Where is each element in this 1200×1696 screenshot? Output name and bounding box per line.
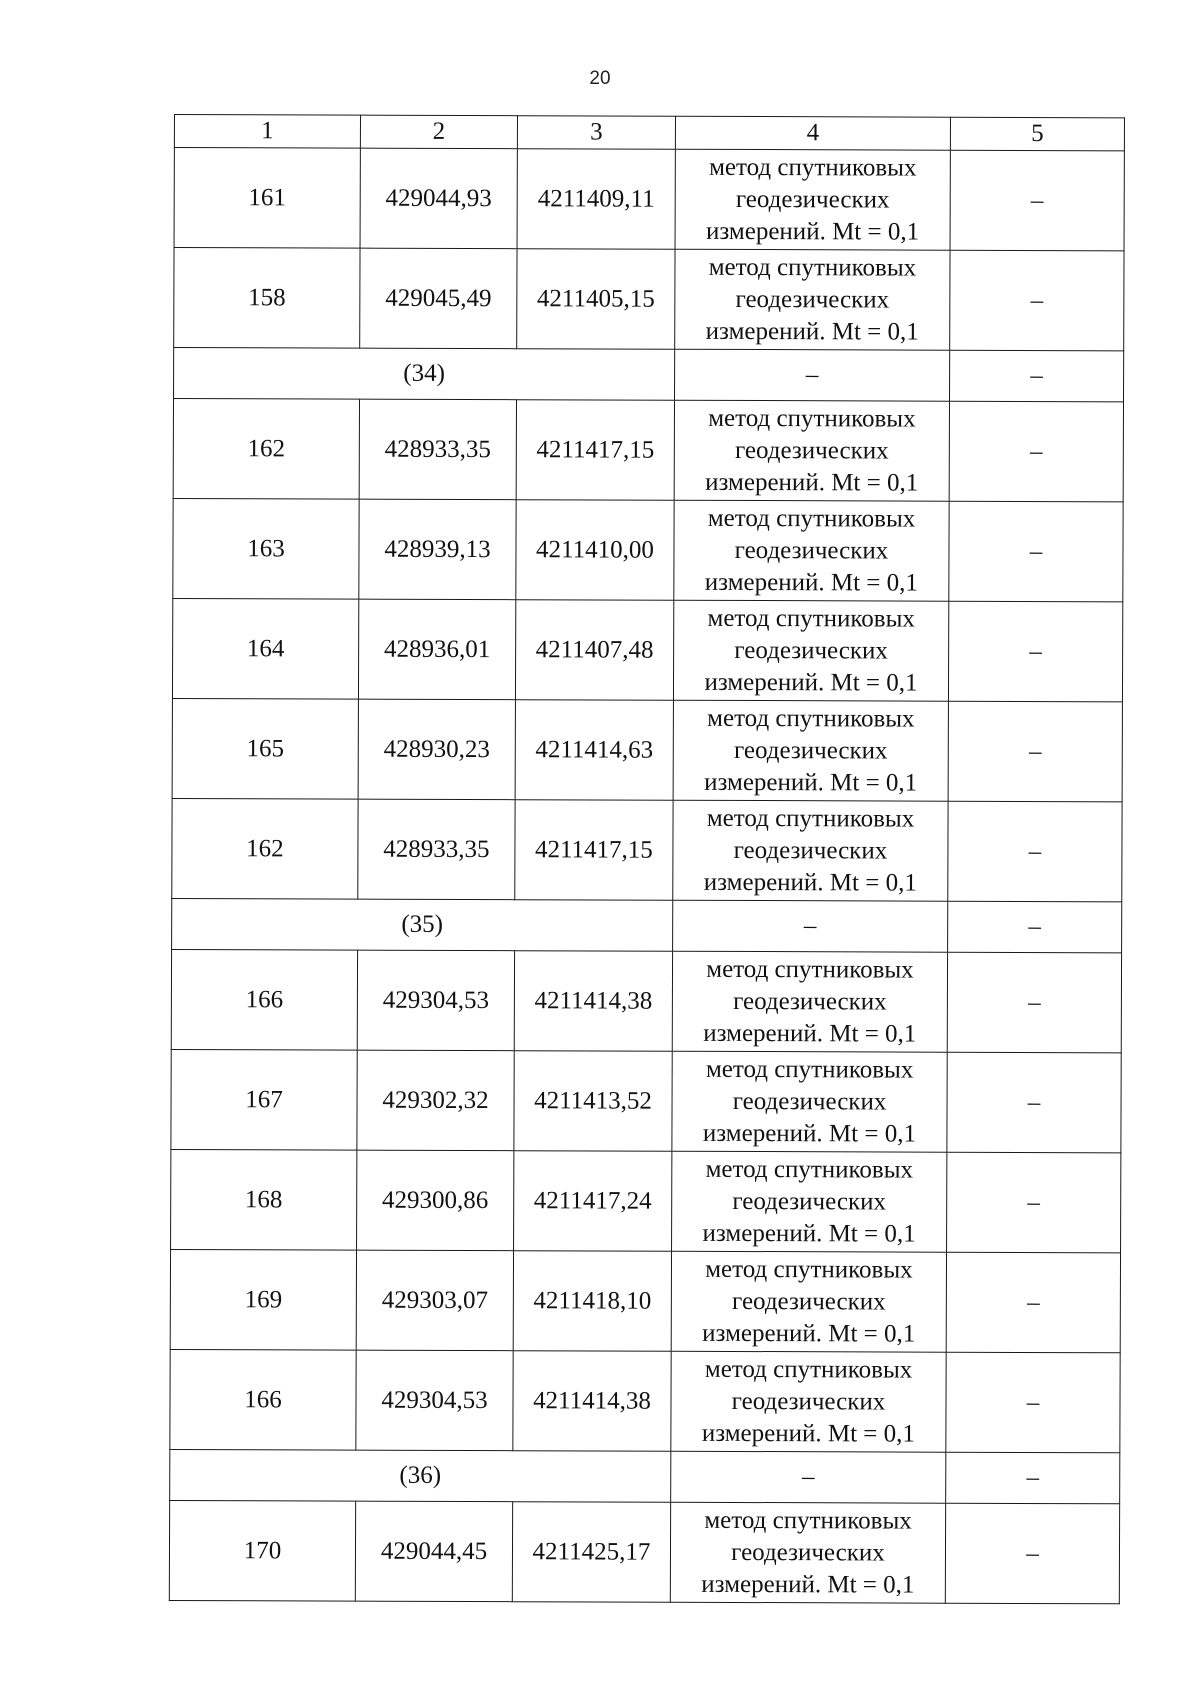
method-cell: – [675,349,950,401]
y-coordinate-cell: 4211409,11 [517,149,675,250]
method-line: метод спутниковых [708,404,916,433]
method-line: метод спутниковых [704,1506,912,1535]
method-line: измерений. Mt = 0,1 [702,1219,916,1248]
method-cell [672,1051,947,1152]
page-number: 20 [589,68,611,89]
point-number-cell: 162 [172,798,358,899]
method-line: измерений. Mt = 0,1 [704,568,918,597]
table-row [170,1349,1120,1452]
note-cell: – [949,501,1123,602]
x-coordinate-cell: 428930,23 [358,699,515,800]
y-coordinate-cell: 4211417,15 [516,400,674,501]
table-row [174,148,1124,251]
table-row [172,598,1122,701]
point-number-cell: 161 [174,148,360,249]
method-line: метод спутниковых [706,804,915,833]
note-cell: – [945,1503,1119,1604]
y-coordinate-cell: 4211417,24 [514,1151,672,1252]
y-coordinate-cell: 4211425,17 [512,1502,670,1603]
method-line: метод спутниковых [708,253,917,282]
header-cell-1: 1 [174,115,360,149]
table-row [173,498,1123,601]
table-row [174,248,1124,351]
x-coordinate-cell: 429303,07 [356,1250,513,1351]
x-coordinate-cell: 429302,32 [357,1050,514,1151]
note-cell: – [946,1252,1120,1353]
y-coordinate-cell: 4211414,63 [515,700,673,801]
note-cell: – [947,952,1121,1053]
contour-label-cell: (35) [172,898,673,951]
method-line: метод спутниковых [705,1255,913,1284]
contour-row [172,898,1122,952]
method-line: метод спутниковых [705,1155,914,1184]
y-coordinate-cell: 4211405,15 [517,249,675,350]
x-coordinate-cell: 429045,49 [360,248,517,349]
table-row [173,399,1123,502]
x-coordinate-cell: 429304,53 [356,1350,513,1451]
x-coordinate-cell: 428939,13 [359,499,516,600]
method-cell [671,1251,946,1352]
x-coordinate-cell: 428936,01 [358,599,515,700]
method-line: геодезических [733,836,888,864]
x-coordinate-cell: 429044,93 [360,148,517,249]
header-cell-4: 4 [675,116,950,150]
method-line: измерений. Mt = 0,1 [703,1019,917,1048]
method-line: измерений. Mt = 0,1 [703,868,917,897]
contour-label-cell: (36) [170,1449,671,1502]
method-cell: – [671,1451,946,1503]
method-cell [674,400,949,501]
method-cell [675,249,950,350]
y-coordinate-cell: 4211414,38 [513,1351,671,1452]
method-line: геодезических [734,636,888,664]
method-line: измерений. Mt = 0,1 [705,468,919,497]
note-cell: – [949,401,1123,502]
note-cell: – [950,150,1124,251]
table-row [172,798,1122,901]
point-number-cell: 168 [171,1149,357,1250]
method-cell [672,1151,947,1252]
table-row [171,1049,1121,1152]
method-line: измерений. Mt = 0,1 [704,668,918,697]
note-cell: – [950,350,1124,402]
method-line: геодезических [732,1287,886,1315]
method-line: измерений. Mt = 0,1 [706,217,920,246]
table-row [170,1249,1120,1352]
note-cell: – [948,901,1122,953]
method-cell [673,700,948,801]
note-cell: – [947,1052,1121,1153]
method-line: измерений. Mt = 0,1 [704,768,918,797]
method-line: метод спутниковых [706,955,914,984]
method-cell [670,1502,945,1603]
note-cell: – [948,701,1122,802]
y-coordinate-cell: 4211417,15 [515,800,673,901]
method-line: геодезических [734,436,889,464]
note-cell: – [948,601,1122,702]
x-coordinate-cell: 429300,86 [357,1150,514,1251]
contour-row [174,348,1124,402]
method-line: метод спутниковых [707,504,916,533]
point-number-cell: 166 [171,949,357,1050]
method-cell [675,149,950,250]
x-coordinate-cell: 428933,35 [358,799,515,900]
method-line: метод спутниковых [704,1355,913,1384]
header-cell-3: 3 [517,116,675,150]
method-line: измерений. Mt = 0,1 [701,1419,915,1448]
coordinates-table [169,114,1125,1604]
method-line: геодезических [733,987,887,1015]
table-body [169,115,1124,1604]
y-coordinate-cell: 4211410,00 [516,500,674,601]
point-number-cell: 165 [172,698,358,799]
method-line: измерений. Mt = 0,1 [705,317,919,346]
method-line: измерений. Mt = 0,1 [702,1119,917,1148]
header-cell-2: 2 [360,115,517,149]
method-line: геодезических [731,1387,886,1415]
method-cell [672,951,947,1052]
note-cell: – [948,801,1122,902]
point-number-cell: 163 [173,498,359,599]
header-row [174,115,1124,151]
contour-label-cell: (34) [174,348,675,401]
method-line: геодезических [734,536,889,564]
method-line: геодезических [733,736,888,764]
method-line: метод спутниковых [707,704,915,733]
point-number-cell: 158 [174,248,360,349]
method-line: геодезических [735,285,890,313]
point-number-cell: 169 [170,1249,356,1350]
table-row [171,1149,1121,1252]
point-number-cell: 166 [170,1349,356,1450]
point-number-cell: 167 [171,1049,357,1150]
table-row [171,949,1121,1052]
y-coordinate-cell: 4211418,10 [513,1251,671,1352]
note-cell: – [946,1352,1120,1453]
method-line: измерений. Mt = 0,1 [701,1570,915,1599]
table-row [169,1500,1119,1603]
y-coordinate-cell: 4211413,52 [514,1051,672,1152]
y-coordinate-cell: 4211414,38 [514,951,672,1052]
method-cell: – [673,900,948,952]
method-line: измерений. Mt = 0,1 [702,1319,916,1348]
method-line: геодезических [732,1087,887,1115]
method-cell [673,600,948,701]
method-cell [674,500,949,601]
method-line: геодезических [731,1538,885,1566]
point-number-cell: 162 [173,399,359,500]
table-row [172,698,1122,801]
method-line: геодезических [735,185,890,213]
method-line: геодезических [732,1187,887,1215]
x-coordinate-cell: 429304,53 [357,950,514,1051]
header-cell-5: 5 [950,117,1124,151]
x-coordinate-cell: 428933,35 [359,399,516,500]
method-line: метод спутниковых [707,604,915,633]
method-line: метод спутниковых [705,1055,914,1084]
y-coordinate-cell: 4211407,48 [515,600,673,701]
note-cell: – [950,250,1124,351]
method-cell [671,1351,946,1452]
method-line: метод спутниковых [709,153,917,182]
note-cell: – [946,1452,1120,1504]
contour-row [170,1449,1120,1503]
x-coordinate-cell: 429044,45 [355,1501,512,1602]
point-number-cell: 164 [172,598,358,699]
method-cell [673,800,948,901]
note-cell: – [947,1152,1121,1253]
point-number-cell: 170 [169,1500,355,1601]
